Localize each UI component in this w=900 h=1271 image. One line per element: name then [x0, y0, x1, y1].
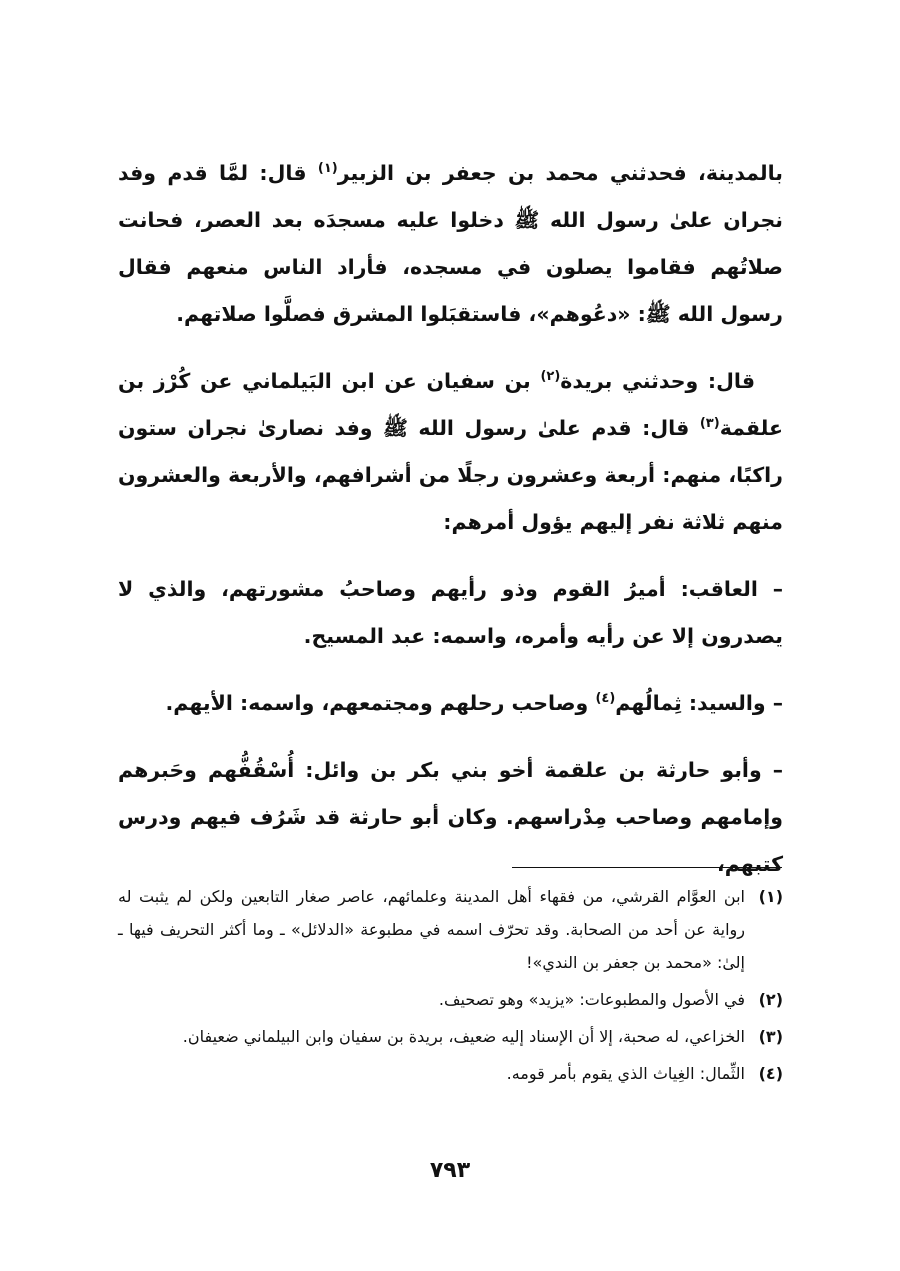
paragraph-text: قال: لمَّا قدم وفد نجران علىٰ رسول الله ﷺ دخلوا عليه مسجدَه بعد العصر، فحانت صلاتُهم فقاموا يصلون في مسجده، فأراد الناس منعهم فقال رسول الله ﷺ: «دعُوهم»، فاستقبَلوا المشرق فصلَّوا صلاتهم.: [118, 161, 783, 326]
footnote-text: الثِّمال: الغِياث الذي يقوم بأمر قومه.: [506, 1064, 745, 1083]
main-text: [118, 150, 783, 908]
paragraph-text: – العاقب: أميرُ القوم وذو رأيهم وصاحبُ مشورتهم، والذي لا يصدرون إلا عن رأيه وأمره، واسمه: عبد المسيح.: [118, 577, 783, 648]
list-item-sayyid: [118, 680, 783, 727]
paragraph-text: قال: قدم علىٰ رسول الله ﷺ وفد نصارىٰ نجران ستون راكبًا، منهم: أربعة وعشرون رجلًا من أشرافهم، والأربعة والعشرون منهم ثلاثة نفر إليهم يؤول أمرهم:: [118, 416, 783, 534]
paragraph-text: بن سفيان عن ابن البَيلماني عن كُرْز بن علقمة: [118, 369, 783, 440]
footnote-number: (٤): [758, 1064, 783, 1083]
footnote-ref[interactable]: (٤): [595, 691, 616, 707]
footnote-text: في الأصول والمطبوعات: «يزيد» وهو تصحيف.: [438, 990, 745, 1009]
footnote-text: ابن العوَّام القرشي، من فقهاء أهل المدينة وعلمائهم، عاصر صغار التابعين ولكن لم يثبت له رواية عن أحد من الصحابة. وقد تحرّف اسمه في مطبوعة «الدلائل» ـ وما أكثر التحريف فيها ـ إلىٰ: «محمد بن جعفر بن الندي»!: [118, 887, 745, 972]
footnote-item: [118, 880, 783, 979]
page-number: ٧٩٣: [429, 1158, 471, 1183]
footnote-ref[interactable]: (٣): [699, 416, 720, 432]
paragraph-text: بالمدينة، فحدثني محمد بن جعفر بن الزبير: [337, 161, 784, 185]
paragraph-text: وصاحب رحلهم ومجتمعهم، واسمه: الأيهم.: [165, 691, 596, 715]
footnote-item: [118, 983, 783, 1016]
footnote-ref[interactable]: (١): [317, 161, 338, 177]
list-item-aqib: [118, 566, 783, 660]
footnote-ref[interactable]: (٢): [540, 369, 561, 385]
footnote-divider: [512, 867, 782, 868]
paragraph-text: قال: وحدثني بريدة: [560, 369, 755, 393]
footnote-number: (١): [758, 887, 783, 906]
footnotes: [118, 880, 783, 1094]
paragraph-text: – والسيد: ثِمالُهم: [615, 691, 783, 715]
footnote-item: [118, 1057, 783, 1090]
paragraph-1: [118, 150, 783, 338]
paragraph-2: [118, 358, 783, 546]
footnote-item: [118, 1020, 783, 1053]
footnote-number: (٢): [758, 990, 783, 1009]
paragraph-text: – وأبو حارثة بن علقمة أخو بني بكر بن وائل: أُسْقُفُّهم وحَبرهم وإمامهم وصاحب مِدْراسهم. وكان أبو حارثة قد شَرُف فيهم ودرس كتبهم،: [118, 758, 783, 876]
footnote-text: الخزاعي، له صحبة، إلا أن الإسناد إليه ضعيف، بريدة بن سفيان وابن البيلماني ضعيفان.: [182, 1027, 745, 1046]
footnote-number: (٣): [758, 1027, 783, 1046]
